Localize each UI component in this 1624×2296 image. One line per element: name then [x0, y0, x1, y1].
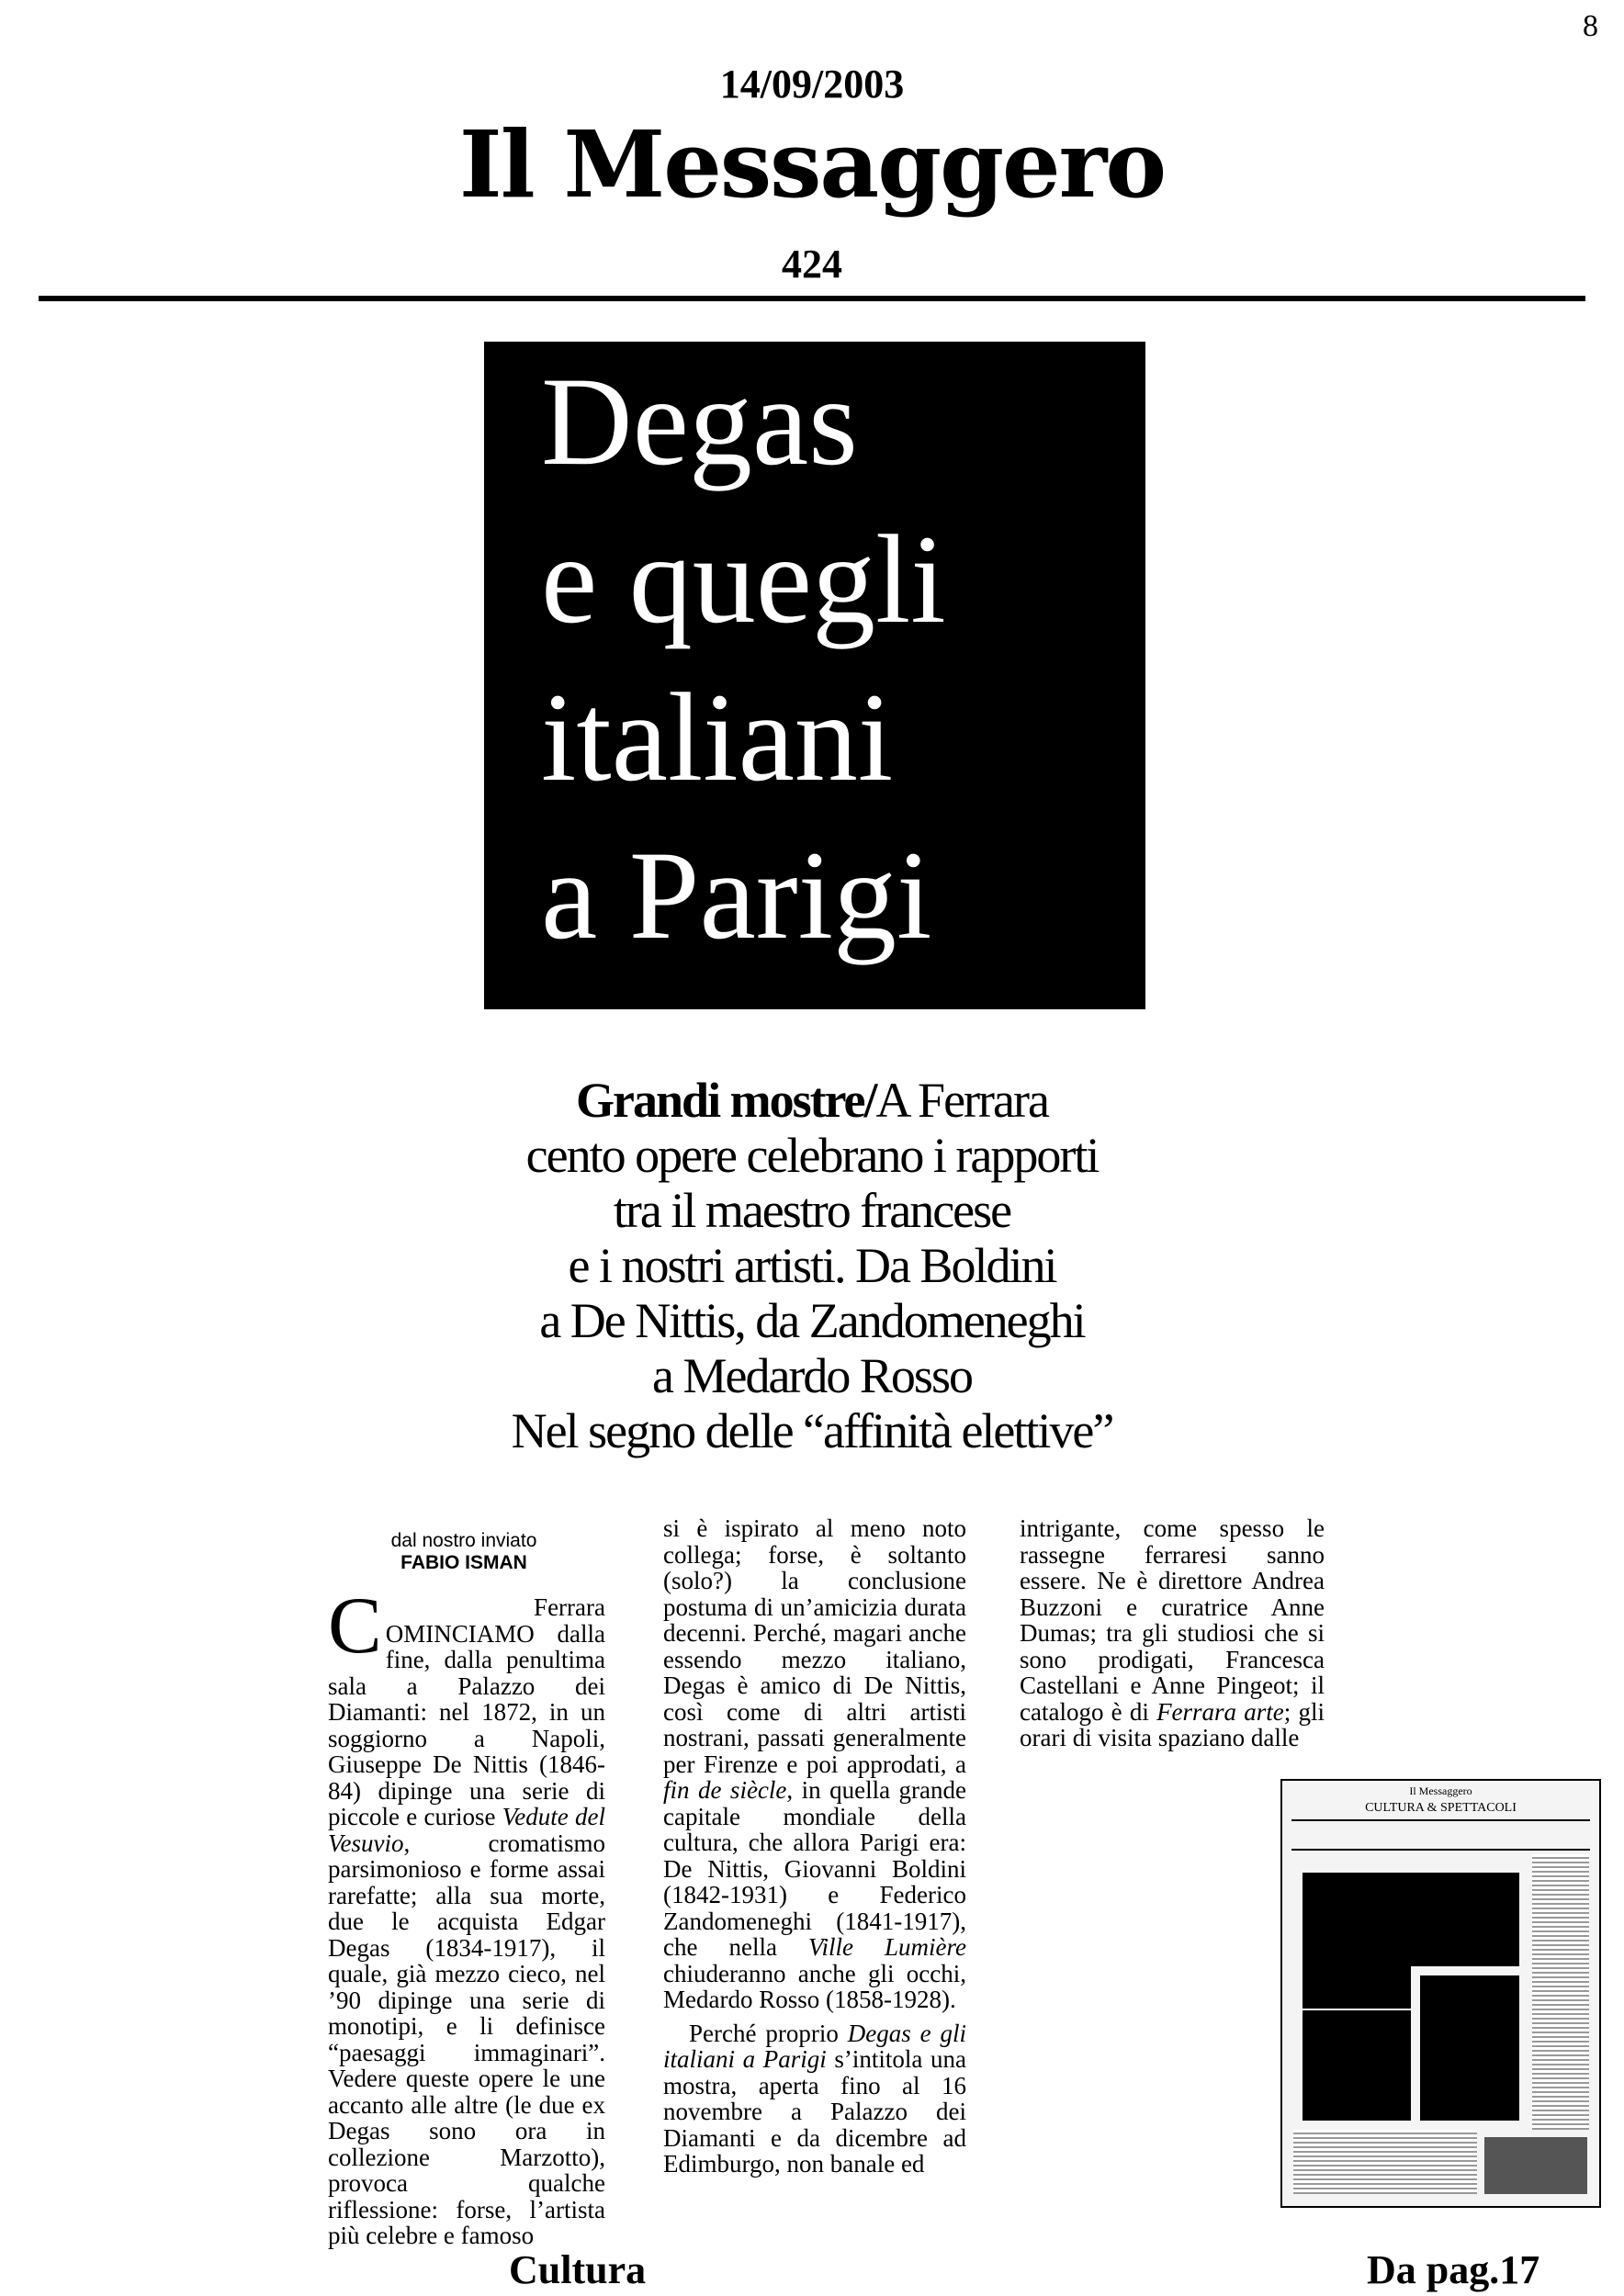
subhead-line: cento opere celebrano i rapporti — [525, 1128, 1099, 1183]
dateline-location: Ferrara — [534, 1593, 605, 1621]
page-number: 8 — [1583, 9, 1598, 43]
article-text: , in quella grande capitale mondiale della cultura, che allora Parigi era: De Nittis, Giovanni Boldini (1842-1931) e Federico Zandomeneghi (1841-1917), che nella — [663, 1776, 967, 1961]
section-label: Cultura — [509, 2247, 647, 2292]
italic-phrase: fin de siècle — [663, 1776, 787, 1804]
article-column-1 — [328, 1581, 605, 2249]
article-text: OMINCIAMO dalla fine, dalla penultima sala a Palazzo dei Diamanti: nel 1872, in un soggiorno a Napoli, Giuseppe De Nittis (1846-84) dipinge una serie di piccole e curiose — [328, 1619, 605, 1830]
thumbnail-section: CULTURA & SPETTACOLI — [1365, 1801, 1517, 1815]
italic-phrase: Ville Lumière — [808, 1933, 966, 1961]
thumbnail-masthead: Il Messaggero — [1409, 1784, 1472, 1797]
publication-date: 14/09/2003 — [719, 62, 905, 107]
thumbnail-photo — [1484, 2137, 1587, 2194]
issue-number: 424 — [782, 242, 842, 287]
subheadline — [276, 1073, 1348, 1458]
article-text: Perché proprio — [689, 2019, 848, 2047]
drop-cap: C — [328, 1581, 382, 1671]
publisher-name: Ferrara arte — [1156, 1697, 1284, 1726]
article-text: s’intitola una mostra, aperta fino al 16 novembre a Palazzo dei Diamanti e da dicembre ad Edimburgo, non banale ed — [663, 2045, 966, 2178]
headline-line: e quegli — [541, 509, 946, 649]
thumbnail-block — [1303, 1873, 1411, 2009]
headline-line: a Parigi — [541, 825, 932, 965]
headline-box — [484, 342, 1145, 1009]
subhead-line: A Ferrara — [875, 1073, 1048, 1128]
subhead-line: Nel segno delle “affinità elettive” — [511, 1403, 1113, 1458]
subhead-line: e i nostri artisti. Da Boldini — [568, 1238, 1056, 1293]
article-text: intrigante, come spesso le rassegne ferraresi sanno essere. Ne è direttore Andrea Buzzoni e curatrice Anne Dumas; tra gli studiosi che si sono prodigati, Francesca Castellani e Anne Pingeot; il catalogo è di — [1020, 1514, 1325, 1726]
thumbnail-block — [1411, 1873, 1519, 1966]
article-column-3 — [1020, 1515, 1325, 1751]
source-page: Da pag.17 — [1367, 2247, 1540, 2292]
article-column-2 — [663, 1515, 966, 2178]
thumbnail-block — [1420, 1975, 1519, 2121]
artwork-title: Vedute del Vesuvio — [328, 1803, 605, 1857]
byline-author: FABIO ISMAN — [400, 1552, 527, 1573]
headline-line: Degas — [541, 351, 858, 491]
byline-role: dal nostro inviato — [390, 1530, 537, 1551]
exhibition-title: Degas e gli italiani a Parigi — [663, 2019, 966, 2073]
thumbnail-block — [1303, 2010, 1411, 2121]
thumbnail-text — [1532, 1854, 1589, 2130]
subhead-line: a Medardo Rosso — [652, 1348, 972, 1403]
article-text: si è ispirato al meno noto collega; forse, è soltanto (solo?) la conclusione postuma di un’amicizia durata decenni. Perché, magari anche essendo mezzo italiano, Degas è amico di De Nittis, così come di altri artisti nostrani, passati generalmente per Firenze e poi approdati, a — [663, 1514, 966, 1778]
article-text: chiuderanno anche gli occhi, Medardo Rosso (1858-1928). — [663, 1959, 966, 2013]
header-rule — [39, 296, 1585, 301]
article-text: ; gli orari di visita spaziano dalle — [1020, 1697, 1325, 1751]
subhead-line: a De Nittis, da Zandomeneghi — [539, 1293, 1085, 1348]
thumbnail-rule — [1291, 1819, 1590, 1851]
article-text: , cromatismo parsimonioso e forme assai rarefatte; alla sua morte, due le acquista Edgar Degas (1834-1917), il quale, già mezzo cieco, nel ’90 dipinge una serie di monotipi, e li definisce “paesaggi immaginari”. Vedere queste opere le une accanto alle altre (le due ex Degas sono ora in collezione Marzotto), provoca qualche riflessione: forse, l’artista più celebre e famoso — [328, 1829, 605, 2249]
headline-line: italiani — [541, 667, 894, 807]
subhead-line: tra il maestro francese — [613, 1183, 1011, 1238]
newspaper-masthead: Il Messaggero — [458, 110, 1166, 219]
subhead-kicker: Grandi mostre/ — [576, 1073, 876, 1128]
page-thumbnail — [1280, 1779, 1601, 2208]
byline — [340, 1530, 588, 1574]
thumbnail-text — [1293, 2130, 1477, 2194]
